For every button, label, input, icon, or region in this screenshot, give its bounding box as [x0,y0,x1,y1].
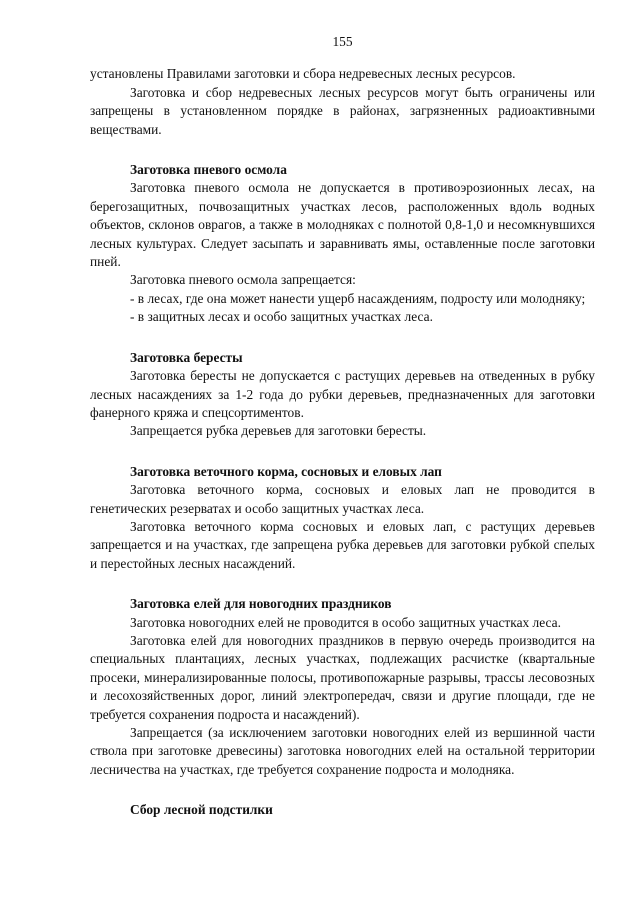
section-paragraph: Заготовка пневого осмола не допускается в противоэрозионных лесах, на берегозащитных, почвозащитных участках лесов, расположенных вдоль водных объектов, склонов оврагов, а также в молодняках с полнотой 0,8-1,0 и несомкнувшихся лесных культурах. Следует засыпать и заравнивать ямы, оставленные после заготовки пней. [90,180,595,270]
intro-paragraph-2: Заготовка и сбор недревесных лесных ресурсов могут быть ограничены или запрещены в установленном порядке в районах, загрязненных радиоактивными веществами. [90,84,595,137]
section-title-birch-bark: Заготовка бересты [130,349,243,365]
section-paragraph: Заготовка веточного корма сосновых и еловых лап, с растущих деревьев запрещается и на участках, где запрещена рубка деревьев для заготовки рубкой спелых и перестойных лесных насаждений. [90,518,595,571]
section-title-stump-resin: Заготовка пневого осмола [130,162,287,178]
section-title-branch-fodder: Заготовка веточного корма, сосновых и еловых лап [130,463,442,479]
section-paragraph: Заготовка бересты не допускается с растущих деревьев на отведенных в рубку лесных насаждениях за 1-2 года до рубки деревьев, предназначенных для заготовки фанерного кряжа и спецсортиментов. [90,368,595,420]
list-item: - в защитных лесах и особо защитных участках леса. [130,309,433,325]
section-paragraph: Запрещается (за исключением заготовки новогодних елей из вершинной части ствола при заготовке древесины) заготовка новогодних елей на остальной территории лесничества на участках, где требуется сохранение подроста и молодняка. [90,725,595,777]
section-paragraph: Заготовка пневого осмола запрещается: [130,272,356,288]
section-paragraph: Заготовка елей для новогодних праздников в первую очередь производится на специальных плантациях, лесных участках, подлежащих расчистке (квартальные просеки, минерализированные полосы, противопожарные разрывы, трассы лесовозных и лесохозяйственных дорог, линий электропередач, связи и другие площади, где не требуется сохранения подроста и насаждений). [90,632,595,722]
section-paragraph: Заготовка веточного корма, сосновых и еловых лап не проводится в генетических резерватах и особо защитных участках леса. [90,482,595,516]
intro-paragraph-1: установлены Правилами заготовки и сбора недревесных лесных ресурсов. [90,66,516,82]
section-paragraph: Запрещается рубка деревьев для заготовки бересты. [130,423,427,439]
document-page [90,33,595,820]
section-paragraph: Заготовка новогодних елей не проводится в особо защитных участках леса. [130,614,561,630]
section-title-new-year-trees: Заготовка елей для новогодних праздников [130,596,392,612]
section-title-forest-litter: Сбор лесной подстилки [130,802,273,818]
list-item: - в лесах, где она может нанести ущерб насаждениям, подросту или молодняку; [130,290,586,306]
page-number: 155 [332,34,353,49]
